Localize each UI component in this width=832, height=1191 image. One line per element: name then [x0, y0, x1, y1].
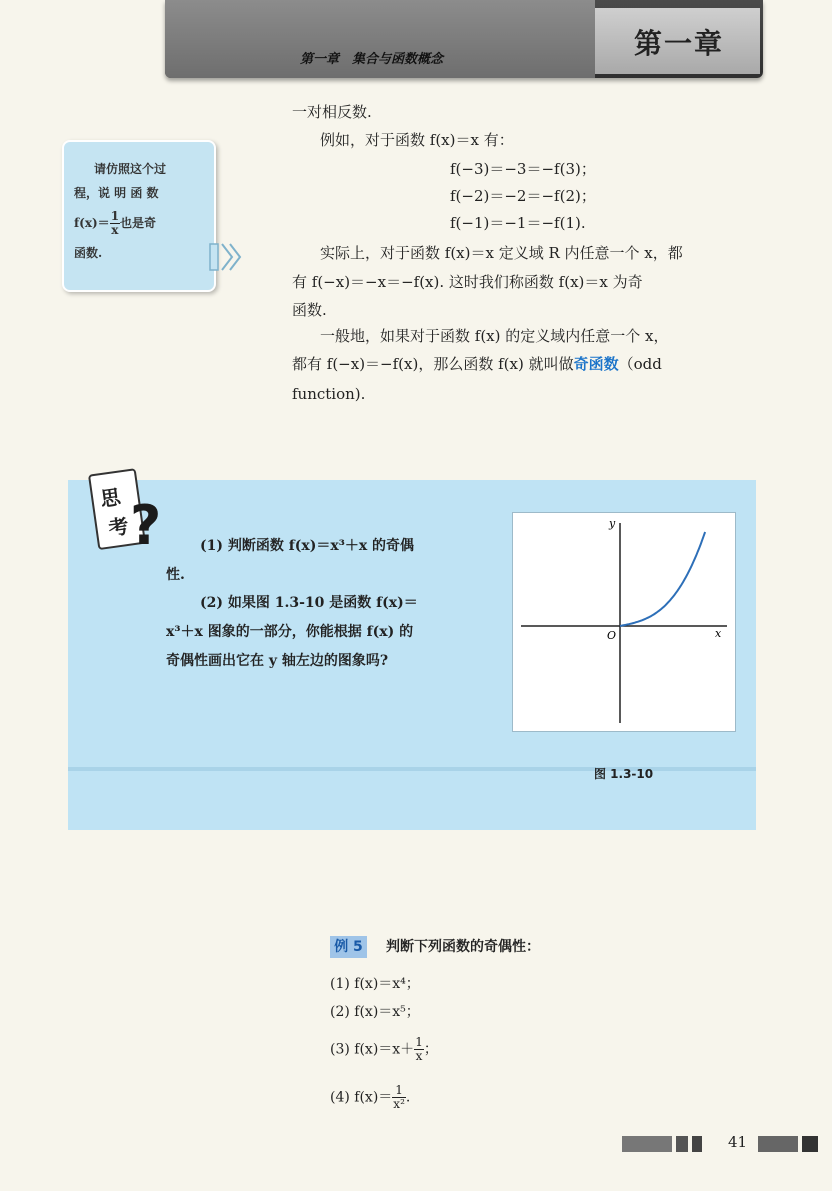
think-question: (2) 如果图 1.3-10 是函数 f(x)＝: [200, 595, 418, 611]
svg-text:?: ?: [130, 494, 162, 552]
chapter-label: 第一章: [634, 27, 725, 60]
think-question: 性.: [166, 567, 185, 583]
function-curve: [620, 532, 705, 626]
figure-caption: 图 1.3-10: [594, 767, 654, 781]
side-note-arrow-icon: [208, 240, 256, 274]
page-number: 41: [728, 1133, 748, 1151]
think-icon: [88, 466, 168, 552]
side-note-line: f(x)＝ $\frac{1}{x}$ 也是奇: [74, 209, 157, 237]
body-text: function).: [292, 385, 366, 403]
side-note-line: 程，说 明 函 数: [74, 186, 159, 200]
body-text: 都有 f(−x)＝−f(x)，那么函数 f(x) 就叫做奇函数（odd: [292, 355, 662, 373]
body-text: 一般地，如果对于函数 f(x) 的定义域内任意一个 x，: [320, 327, 669, 345]
example-item: (1) f(x)＝x⁴；: [330, 976, 420, 992]
example-title: 判断下列函数的奇偶性：: [386, 939, 540, 955]
body-text: 实际上，对于函数 f(x)＝x 定义域 R 内任意一个 x，都: [320, 244, 683, 262]
example-item: (4) f(x)＝ $\frac{1}{\text{x²}}$ .: [330, 1083, 411, 1111]
footer-bar: [622, 1132, 818, 1156]
side-note-line: 请仿照这个过: [94, 162, 167, 176]
think-question: 奇偶性画出它在 y 轴左边的图象吗?: [166, 653, 389, 669]
think-question: (1) 判断函数 f(x)＝x³＋x 的奇偶: [200, 538, 415, 554]
svg-text:考: 考: [106, 513, 131, 541]
svg-text:思: 思: [98, 484, 122, 512]
running-title: 第一章 集合与函数概念: [300, 52, 444, 67]
equation: f(−1)＝−1＝−f(1).: [450, 214, 586, 232]
example-item: (2) f(x)＝x⁵；: [330, 1004, 420, 1020]
origin-label: O: [607, 629, 617, 642]
example-badge: 例 5: [330, 936, 367, 958]
side-note-box: [62, 140, 216, 292]
think-question: x³＋x 图象的一部分，你能根据 f(x) 的: [166, 624, 414, 640]
body-text: 例如，对于函数 f(x)＝x 有：: [320, 131, 514, 149]
example-item: (3) f(x)＝x＋ $\frac{1}{x}$ ；: [330, 1035, 438, 1063]
y-axis-label: y: [609, 517, 616, 530]
body-text: 有 f(−x)＝−x＝−f(x). 这时我们称函数 f(x)＝x 为奇: [292, 273, 643, 291]
body-text: 函数.: [292, 301, 327, 319]
term-odd-function: 奇函数: [573, 355, 619, 373]
x-axis-label: x: [715, 627, 722, 640]
equation: f(−2)＝−2＝−f(2)；: [450, 187, 596, 205]
figure-graph: [512, 512, 736, 732]
equation: f(−3)＝−3＝−f(3)；: [450, 160, 596, 178]
body-text: 一对相反数.: [292, 103, 372, 121]
side-note-line: 函数.: [74, 246, 103, 260]
